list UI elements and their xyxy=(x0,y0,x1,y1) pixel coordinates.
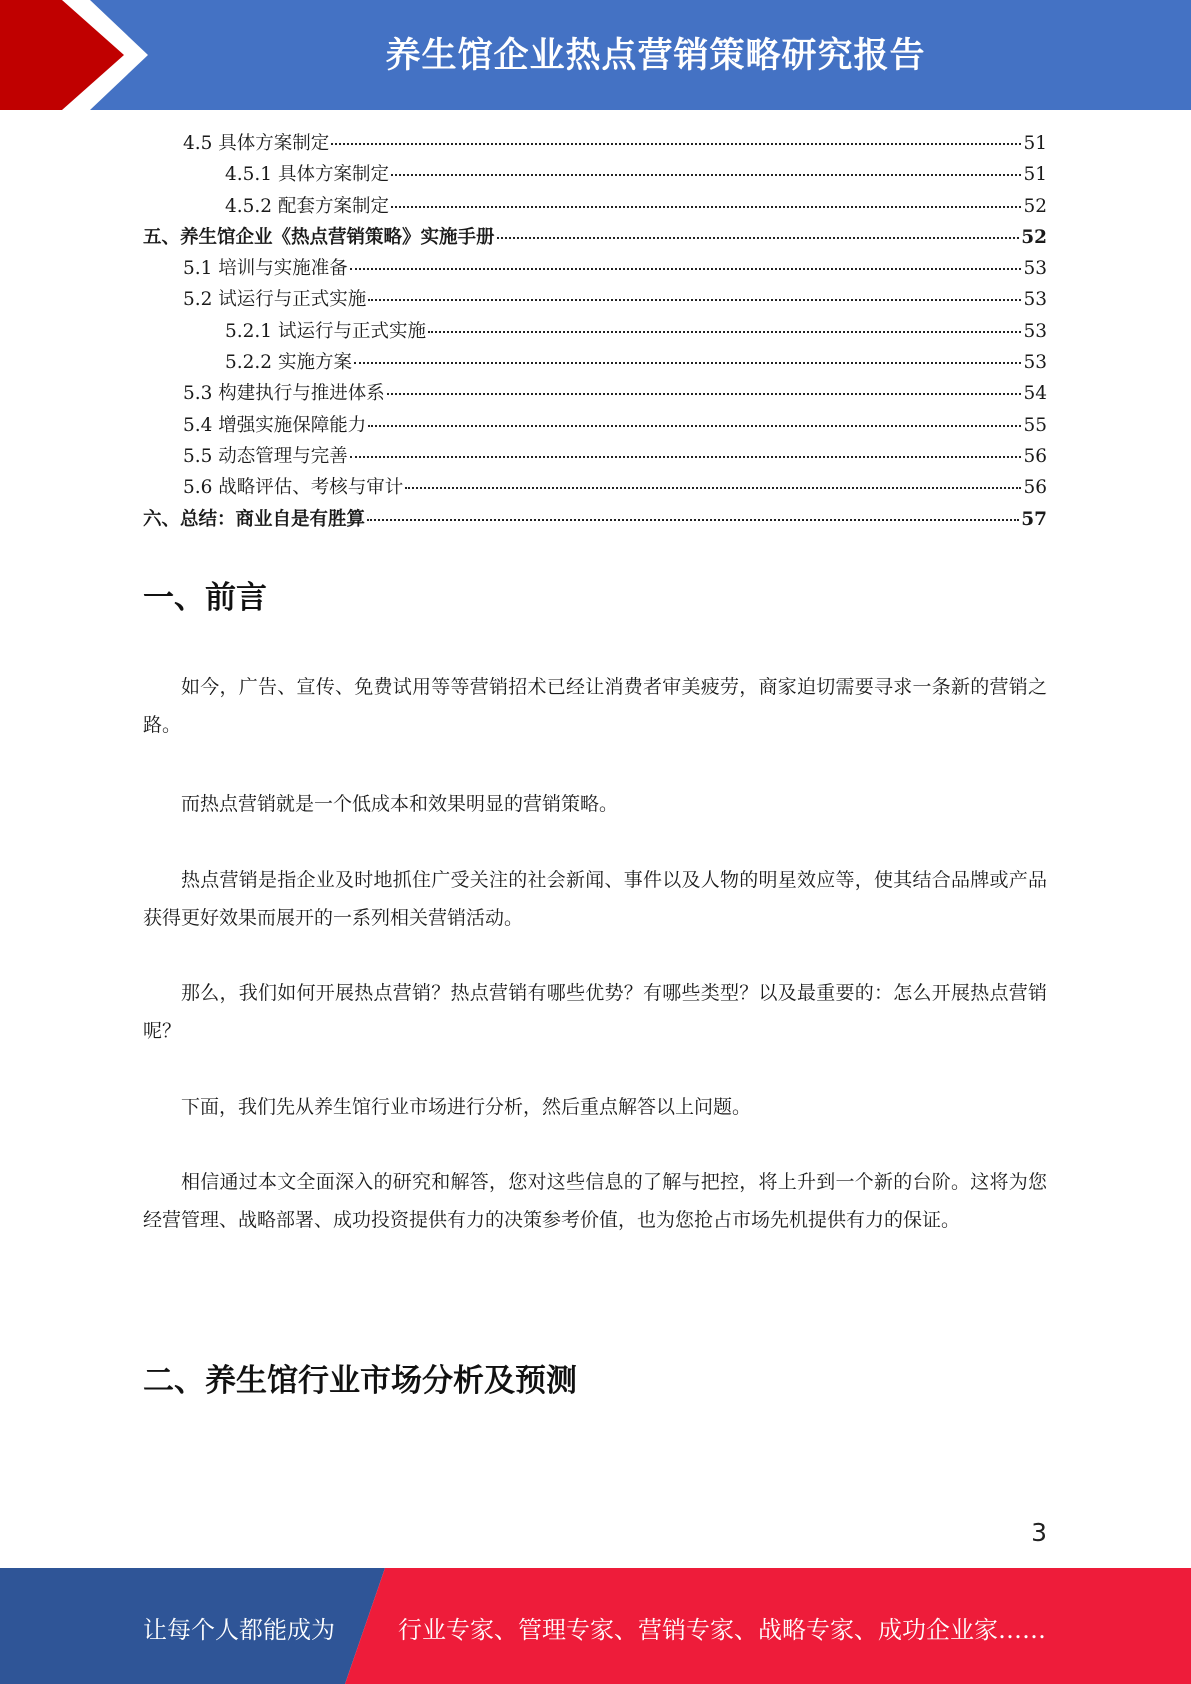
paragraph: 下面，我们先从养生馆行业市场进行分析，然后重点解答以上问题。 xyxy=(181,1096,752,1118)
paragraph: 如今，广告、宣传、免费试用等等营销招术已经让消费者审美疲劳，商家迫切需要寻求一条新的营销之路。 xyxy=(143,676,1047,736)
paragraph: 热点营销是指企业及时地抓住广受关注的社会新闻、事件以及人物的明星效应等，使其结合品牌或产品获得更好效果而展开的一系列相关营销活动。 xyxy=(143,869,1047,929)
paragraph: 而热点营销就是一个低成本和效果明显的营销策略。 xyxy=(181,793,619,815)
toc-dot-leader xyxy=(405,486,1021,489)
toc-entry[interactable] xyxy=(143,472,1047,503)
toc-entry-title: 六、总结：商业自是有胜算 xyxy=(143,508,366,530)
toc-dot-leader xyxy=(368,424,1021,427)
section-heading-preface: 一、前言 xyxy=(143,580,267,616)
page-number: 3 xyxy=(1031,1518,1047,1547)
toc-entry[interactable] xyxy=(143,159,1047,190)
page-footer xyxy=(0,1568,1191,1684)
toc-entry-page: 56 xyxy=(1023,445,1047,467)
page-header xyxy=(0,0,1191,110)
table-of-contents xyxy=(143,128,1047,535)
toc-entry-page: 53 xyxy=(1023,320,1047,342)
toc-entry-page: 53 xyxy=(1023,289,1047,311)
toc-entry-title: 五、养生馆企业《热点营销策略》实施手册 xyxy=(143,226,495,248)
toc-entry-title: 5.2.1 试运行与正式实施 xyxy=(225,320,426,342)
toc-entry[interactable] xyxy=(143,284,1047,315)
toc-entry-page: 57 xyxy=(1021,508,1047,530)
toc-entry-page: 52 xyxy=(1023,195,1047,217)
toc-entry[interactable] xyxy=(143,316,1047,347)
section-heading-market-analysis: 二、养生馆行业市场分析及预测 xyxy=(143,1363,577,1399)
toc-entry-title: 5.1 培训与实施准备 xyxy=(183,258,348,280)
toc-entry[interactable] xyxy=(143,347,1047,378)
toc-entry-page: 53 xyxy=(1023,258,1047,280)
toc-dot-leader xyxy=(497,236,1020,239)
toc-entry-title: 5.4 增强实施保障能力 xyxy=(183,414,367,436)
toc-entry-page: 52 xyxy=(1021,226,1047,248)
report-title: 养生馆企业热点营销策略研究报告 xyxy=(385,36,926,76)
paragraph: 相信通过本文全面深入的研究和解答，您对这些信息的了解与把控，将上升到一个新的台阶。这将为您经营管理、战略部署、成功投资提供有力的决策参考价值，也为您抢占市场先机提供有力的保证。 xyxy=(143,1171,1047,1231)
toc-entry-title: 5.6 战略评估、考核与审计 xyxy=(183,477,404,499)
toc-entry[interactable] xyxy=(143,222,1047,253)
toc-entry-page: 55 xyxy=(1023,414,1047,436)
toc-entry-title: 5.2 试运行与正式实施 xyxy=(183,289,367,311)
footer-slogan-left: 让每个人都能成为 xyxy=(143,1616,335,1644)
toc-entry[interactable] xyxy=(143,378,1047,409)
toc-dot-leader xyxy=(350,455,1022,458)
toc-entry[interactable] xyxy=(143,410,1047,441)
toc-dot-leader xyxy=(350,267,1022,270)
toc-entry-title: 4.5 具体方案制定 xyxy=(183,133,330,154)
toc-entry-page: 56 xyxy=(1023,477,1047,499)
toc-dot-leader xyxy=(331,142,1021,145)
toc-entry-page: 53 xyxy=(1023,352,1047,374)
toc-entry[interactable] xyxy=(143,441,1047,472)
toc-dot-leader xyxy=(387,392,1022,395)
paragraph: 那么，我们如何开展热点营销？热点营销有哪些优势？有哪些类型？以及最重要的：怎么开展热点营销呢？ xyxy=(143,982,1047,1042)
toc-dot-leader xyxy=(391,173,1021,176)
toc-entry-title: 4.5.1 具体方案制定 xyxy=(225,164,389,186)
toc-entry-title: 5.2.2 实施方案 xyxy=(225,352,352,374)
toc-entry[interactable] xyxy=(143,253,1047,284)
toc-entry-title: 5.3 构建执行与推进体系 xyxy=(183,383,385,405)
footer-slogan-right: 行业专家、管理专家、营销专家、战略专家、成功企业家…… xyxy=(398,1616,1046,1644)
toc-dot-leader xyxy=(367,518,1019,521)
toc-entry-title: 4.5.2 配套方案制定 xyxy=(225,195,389,217)
toc-entry[interactable] xyxy=(143,504,1047,535)
toc-entry-page: 51 xyxy=(1023,164,1047,186)
toc-entry-title: 5.5 动态管理与完善 xyxy=(183,445,348,467)
toc-entry[interactable] xyxy=(143,128,1047,159)
toc-dot-leader xyxy=(391,205,1021,208)
toc-dot-leader xyxy=(428,330,1021,333)
toc-entry[interactable] xyxy=(143,191,1047,222)
toc-dot-leader xyxy=(368,298,1021,301)
toc-entry-page: 54 xyxy=(1023,383,1047,405)
toc-entry-page: 51 xyxy=(1023,133,1047,154)
toc-dot-leader xyxy=(354,361,1022,364)
